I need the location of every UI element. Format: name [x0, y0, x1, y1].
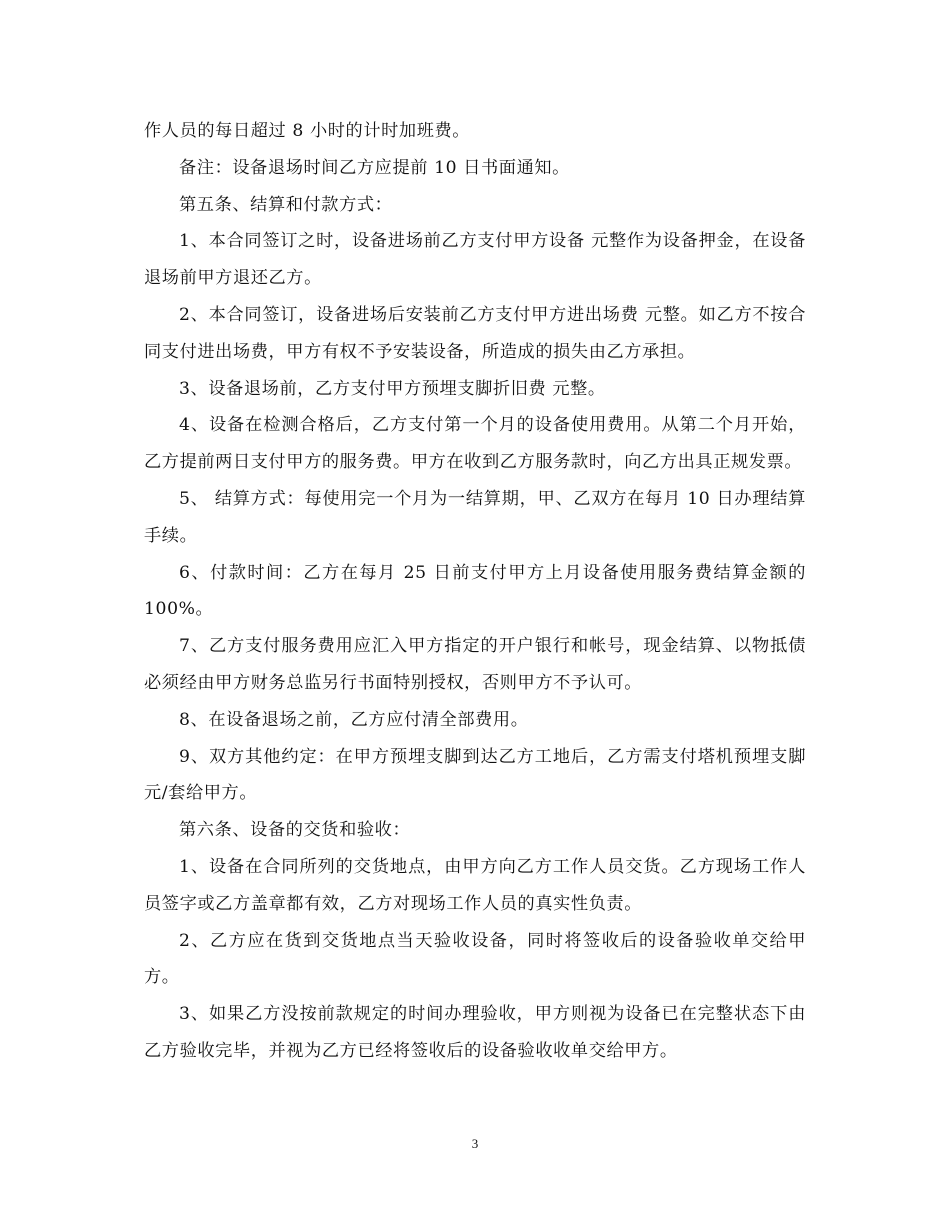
paragraph: 6、付款时间：乙方在每月 25 日前支付甲方上月设备使用服务费结算金额的 100%。 [144, 562, 806, 620]
paragraph: 3、设备退场前，乙方支付甲方预埋支脚折旧费 元整。 [179, 378, 606, 399]
section-heading: 第五条、结算和付款方式： [179, 194, 393, 215]
paragraph: 8、在设备退场之前，乙方应付清全部费用。 [179, 709, 529, 730]
paragraph: 5、 结算方式：每使用完一个月为一结算期，甲、乙双方在每月 10 日办理结算手续。 [144, 488, 806, 546]
page-number: 3 [471, 1136, 479, 1151]
section-heading: 第六条、设备的交货和验收： [179, 820, 411, 841]
paragraph: 9、双方其他约定：在甲方预埋支脚到达乙方工地后，乙方需支付塔机预埋支脚 元/套给甲方。 [144, 746, 806, 804]
paragraph: 备注：设备退场时间乙方应提前 10 日书面通知。 [179, 157, 570, 178]
paragraph: 1、设备在合同所列的交货地点，由甲方向乙方工作人员交货。乙方现场工作人员签字或乙方盖章都有效，乙方对现场工作人员的真实性负责。 [144, 856, 806, 914]
paragraph: 作人员的每日超过 8 小时的计时加班费。 [144, 121, 471, 141]
paragraph: 2、本合同签订，设备进场后安装前乙方支付甲方进出场费 元整。如乙方不按合同支付进出场费，甲方有权不予安装设备，所造成的损失由乙方承担。 [144, 304, 806, 362]
paragraph: 2、乙方应在货到交货地点当天验收设备，同时将签收后的设备验收单交给甲方。 [144, 930, 806, 988]
paragraph: 1、本合同签订之时，设备进场前乙方支付甲方设备 元整作为设备押金，在设备退场前甲方退还乙方。 [144, 231, 806, 289]
paragraph: 3、如果乙方没按前款规定的时间办理验收，甲方则视为设备已在完整状态下由乙方验收完毕，并视为乙方已经将签收后的设备验收收单交给甲方。 [144, 1004, 806, 1061]
paragraph: 4、设备在检测合格后，乙方支付第一个月的设备使用费用。从第二个月开始，乙方提前两日支付甲方的服务费。甲方在收到乙方服务款时，向乙方出具正规发票。 [144, 415, 806, 473]
paragraph: 7、乙方支付服务费用应汇入甲方指定的开户银行和帐号，现金结算、以物抵债必须经由甲方财务总监另行书面特别授权，否则甲方不予认可。 [144, 636, 806, 693]
document-body [144, 113, 806, 1070]
